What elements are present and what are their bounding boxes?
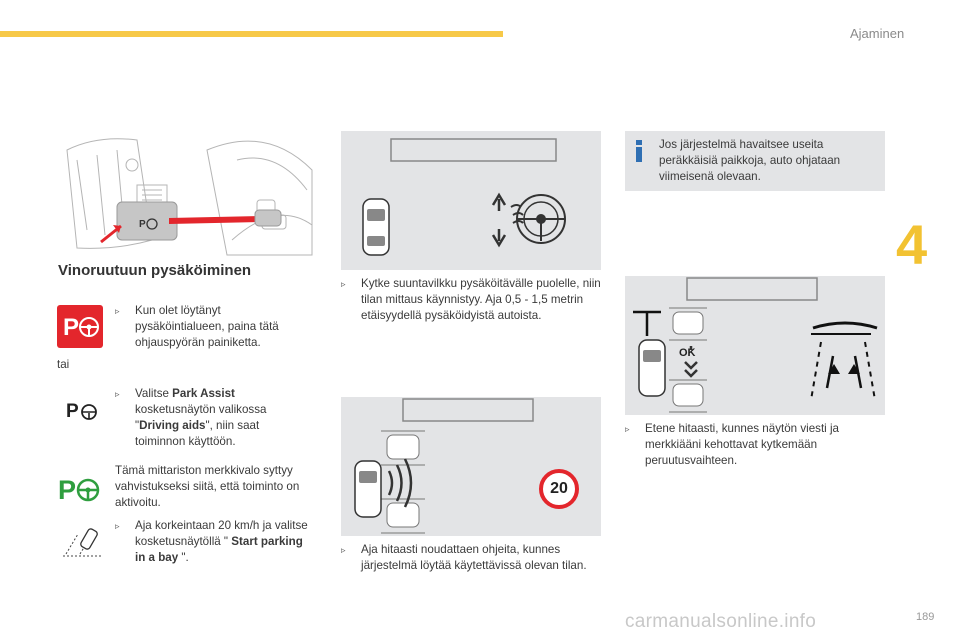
step-2-suffix: ", niin saat toiminnon käyttöön. xyxy=(135,419,260,448)
step-2-mid: kosketusnäytön valikossa " xyxy=(135,403,267,432)
bullet-icon: ▹ xyxy=(115,306,120,316)
svg-text:P: P xyxy=(139,219,146,230)
step-6-text: Etene hitaasti, kunnes näytön viesti ja merkkiääni kehottavat kytkemään peruutusvaihteen. xyxy=(645,422,839,467)
searching-illustration xyxy=(341,397,601,536)
step-1-text: Kun olet löytänyt pysäköintialueen, paina tätä ohjauspyörän painiketta. xyxy=(135,304,279,349)
step-5 xyxy=(341,542,591,574)
angled-parking-icon xyxy=(58,526,108,560)
svg-text:P: P xyxy=(58,475,77,505)
watermark: carmanualsonline.info xyxy=(625,611,817,632)
step-4 xyxy=(341,276,601,324)
space-found-illustration xyxy=(625,276,885,415)
step-2 xyxy=(115,386,300,450)
park-assist-button-icon xyxy=(64,397,100,423)
or-label: tai xyxy=(57,358,70,371)
bullet-icon: ▹ xyxy=(625,424,630,434)
chapter-number: 4 xyxy=(896,213,928,276)
step-2-park-assist: Park Assist xyxy=(172,387,235,400)
park-assist-green-indicator-icon xyxy=(56,471,102,505)
page-number: 189 xyxy=(916,611,935,623)
step-6 xyxy=(625,421,875,469)
speed-limit-value: 20 xyxy=(550,480,568,497)
tip-text: Jos järjestelmä havaitsee useita peräkkäisiä paikkoja, auto ohjataan viimeisenä olevaan. xyxy=(659,138,841,183)
indicator-note: Tämä mittariston merkkivalo syttyy vahvistukseksi siitä, että toiminto on aktivoitu. xyxy=(115,464,300,509)
park-assist-red-icon xyxy=(57,305,103,348)
step-3-prefix: Aja korkeintaan 20 km/h ja valitse kosketusnäytöllä " xyxy=(135,519,308,548)
step-2-driving-aids: Driving aids xyxy=(139,419,206,432)
header-accent-bar xyxy=(0,31,503,37)
bullet-icon: ▹ xyxy=(341,545,346,555)
svg-text:P: P xyxy=(63,314,80,341)
section-title: Ajaminen xyxy=(850,26,905,41)
info-icon xyxy=(634,140,644,162)
step-3-start-parking: Start parking in a bay xyxy=(135,535,303,564)
bullet-icon: ▹ xyxy=(341,279,346,289)
step-5-text: Aja hitaasti noudattaen ohjeita, kunnes järjestelmä löytää käytettävissä olevan tilan. xyxy=(361,543,587,572)
ok-label: OK xyxy=(679,347,696,359)
svg-text:P: P xyxy=(66,401,79,422)
page-heading: Vinoruutuun pysäköiminen xyxy=(58,262,252,279)
measuring-illustration xyxy=(341,131,601,270)
step-2-prefix: Valitse xyxy=(135,387,173,400)
bullet-icon: ▹ xyxy=(115,521,120,531)
step-3 xyxy=(115,518,310,566)
step-4-text: Kytke suuntavilkku pysäköitävälle puolelle, niin tilan mittaus käynnistyy. Aja 0,5 - 1,5 metrin etäisyydellä pysäköidyistä autoista. xyxy=(361,277,601,322)
step-1 xyxy=(115,303,295,351)
info-tip-box xyxy=(625,131,885,191)
bullet-icon: ▹ xyxy=(115,389,120,399)
steering-wheel-button-illustration xyxy=(57,130,319,260)
step-3-suffix: ". xyxy=(178,551,189,564)
